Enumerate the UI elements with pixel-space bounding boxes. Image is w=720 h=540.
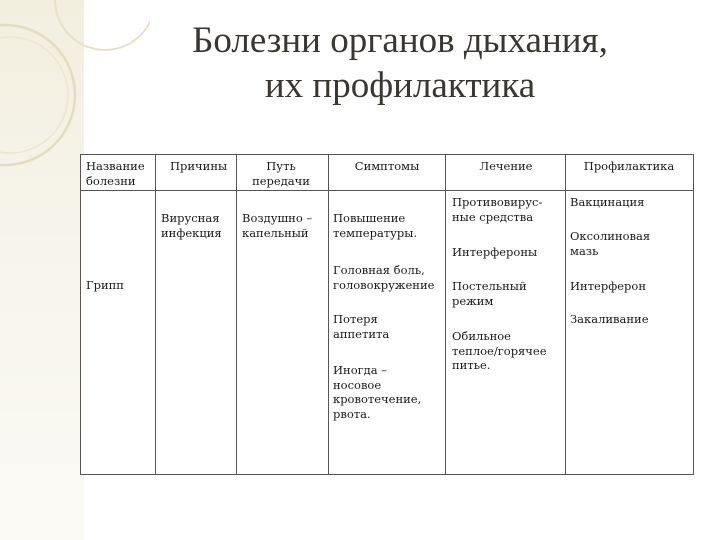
column-divider: [328, 155, 329, 474]
column-divider: [155, 155, 156, 474]
treatment-item: Противовирус- ные средства: [452, 195, 543, 224]
symptom-item: Повышение температуры.: [333, 211, 418, 240]
symptom-item: Головная боль, головокружение: [333, 263, 435, 292]
header-treatment: Лечение: [479, 159, 533, 173]
causes-cell: Вирусная инфекция: [161, 211, 222, 240]
treatment-item: Интерфероны: [452, 245, 538, 259]
transmission-cell: Воздушно – капельный: [242, 211, 313, 240]
header-symptoms: Симптомы: [354, 159, 420, 173]
page-title: [100, 18, 700, 108]
header-prevention: Профилактика: [583, 159, 675, 173]
symptom-item: Потеря аппетита: [333, 312, 390, 341]
symptom-item: Иногда – носовое кровотечение, рвота.: [333, 363, 422, 421]
prevention-item: Закаливание: [570, 312, 649, 326]
title-line-1: Болезни органов дыхания,: [192, 20, 608, 61]
header-disease-name: Название болезни: [86, 159, 145, 188]
treatment-item: Обильное теплое/горячее питье.: [452, 329, 547, 372]
prevention-item: Интерферон: [570, 279, 646, 293]
treatment-item: Постельный режим: [452, 279, 527, 308]
prevention-item: Вакцинация: [570, 195, 645, 209]
disease-table: [80, 154, 694, 475]
column-divider: [236, 155, 237, 474]
header-divider: [81, 190, 693, 191]
prevention-item: Оксолиновая мазь: [570, 229, 651, 258]
title-line-2: их профилактика: [264, 65, 536, 106]
header-causes: Причины: [170, 159, 228, 173]
column-divider: [445, 155, 446, 474]
disease-name: Грипп: [86, 278, 124, 292]
column-divider: [565, 155, 566, 474]
header-transmission: Путь передачи: [252, 159, 310, 188]
